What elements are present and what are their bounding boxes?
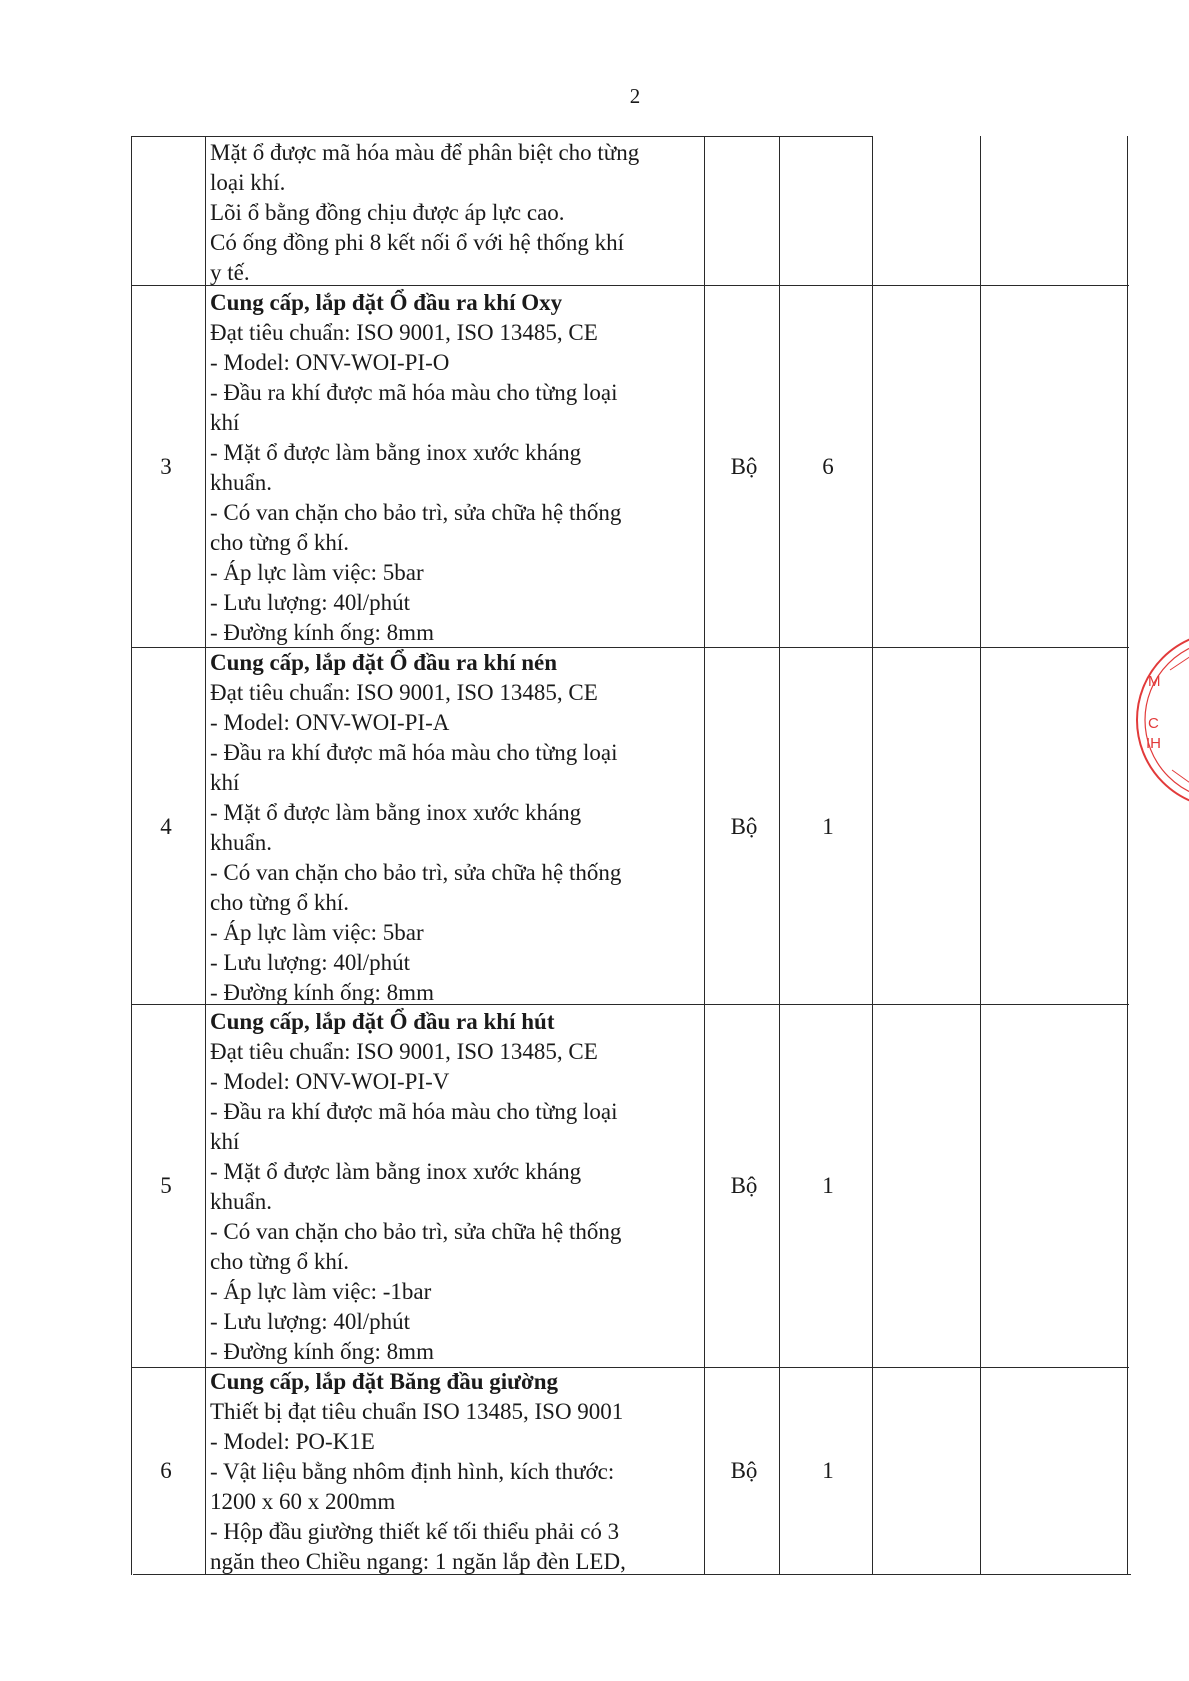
- description-line: - Model: ONV-WOI-PI-O: [210, 350, 450, 375]
- description-line: - Đầu ra khí được mã hóa màu cho từng loại: [210, 380, 618, 405]
- item-quantity: 1: [822, 1458, 834, 1483]
- description-line: khí: [210, 1129, 240, 1154]
- item-unit: Bộ: [730, 1458, 758, 1483]
- description-line: - Áp lực làm việc: 5bar: [210, 560, 424, 585]
- description-line: ngăn theo Chiều ngang: 1 ngăn lắp đèn LED,: [210, 1549, 626, 1574]
- description-line: - Áp lực làm việc: 5bar: [210, 920, 424, 945]
- description-line: Đạt tiêu chuẩn: ISO 9001, ISO 13485, CE: [210, 320, 598, 345]
- description-line: - Có van chặn cho bảo trì, sửa chữa hệ thống: [210, 500, 622, 525]
- column-divider: [205, 136, 206, 1575]
- description-line: - Đầu ra khí được mã hóa màu cho từng loại: [210, 1099, 618, 1124]
- item-quantity: 1: [822, 1173, 834, 1198]
- column-divider: [704, 136, 705, 1575]
- description-line: khuẩn.: [210, 470, 272, 495]
- item-quantity: 1: [822, 814, 834, 839]
- description-line: - Lưu lượng: 40l/phút: [210, 590, 411, 615]
- description-line: khuẩn.: [210, 830, 272, 855]
- row-description: [210, 1367, 700, 1577]
- item-number: 6: [160, 1458, 172, 1483]
- description-line: cho từng ổ khí.: [210, 1249, 349, 1274]
- description-line: loại khí.: [210, 170, 286, 195]
- description-line: Đạt tiêu chuẩn: ISO 9001, ISO 13485, CE: [210, 680, 598, 705]
- item-unit: Bộ: [730, 1173, 758, 1198]
- red-stamp-seal: [1130, 630, 1189, 810]
- description-line: khí: [210, 410, 240, 435]
- column-divider: [980, 136, 981, 1575]
- description-line: - Mặt ổ được làm bằng inox xước kháng: [210, 800, 582, 825]
- stamp-text: M: [1148, 673, 1161, 690]
- description-line: - Có van chặn cho bảo trì, sửa chữa hệ thống: [210, 1219, 622, 1244]
- item-unit: Bộ: [730, 454, 758, 479]
- description-line: - Lưu lượng: 40l/phút: [210, 950, 411, 975]
- item-unit: Bộ: [730, 814, 758, 839]
- description-line: y tế.: [210, 260, 250, 285]
- table-border-left: [131, 136, 132, 1575]
- row-description: [210, 288, 700, 648]
- description-line: - Model: PO-K1E: [210, 1429, 375, 1454]
- row-description: [210, 1007, 700, 1367]
- item-quantity: 6: [822, 454, 834, 479]
- description-line: - Mặt ổ được làm bằng inox xước kháng: [210, 440, 582, 465]
- description-line: Có ống đồng phi 8 kết nối ổ với hệ thống khí: [210, 230, 625, 255]
- item-number: 5: [160, 1173, 172, 1198]
- description-line: Lõi ổ bằng đồng chịu được áp lực cao.: [210, 200, 565, 225]
- description-line: cho từng ổ khí.: [210, 530, 349, 555]
- description-line: - Đường kính ống: 8mm: [210, 620, 434, 645]
- description-line: - Hộp đầu giường thiết kế tối thiểu phải có 3: [210, 1519, 620, 1544]
- description-line: - Vật liệu bằng nhôm định hình, kích thước:: [210, 1459, 615, 1484]
- description-line: Đạt tiêu chuẩn: ISO 9001, ISO 13485, CE: [210, 1039, 598, 1064]
- description-line: - Có van chặn cho bảo trì, sửa chữa hệ thống: [210, 860, 622, 885]
- description-line: - Áp lực làm việc: -1bar: [210, 1279, 432, 1304]
- row-description: [210, 648, 700, 1008]
- item-title: Cung cấp, lắp đặt Ổ đầu ra khí hút: [210, 1009, 555, 1034]
- column-divider: [779, 136, 780, 1575]
- item-number: 4: [160, 814, 172, 839]
- page-number: 2: [629, 84, 641, 108]
- description-line: cho từng ổ khí.: [210, 890, 349, 915]
- description-line: - Đường kính ống: 8mm: [210, 1339, 434, 1364]
- stamp-text: C: [1148, 715, 1159, 732]
- description-line: Thiết bị đạt tiêu chuẩn ISO 13485, ISO 9001: [210, 1399, 624, 1424]
- column-divider: [872, 136, 873, 1575]
- item-number: 3: [160, 454, 172, 479]
- stamp-text: IH: [1146, 735, 1161, 752]
- description-line: - Model: ONV-WOI-PI-A: [210, 710, 450, 735]
- row-description: [210, 138, 700, 288]
- item-title: Cung cấp, lắp đặt Ổ đầu ra khí Oxy: [210, 290, 563, 315]
- description-line: khí: [210, 770, 240, 795]
- description-line: khuẩn.: [210, 1189, 272, 1214]
- item-title: Cung cấp, lắp đặt Ổ đầu ra khí nén: [210, 650, 558, 675]
- description-line: 1200 x 60 x 200mm: [210, 1489, 396, 1514]
- description-line: - Mặt ổ được làm bằng inox xước kháng: [210, 1159, 582, 1184]
- description-line: - Đường kính ống: 8mm: [210, 980, 434, 1005]
- description-line: Mặt ổ được mã hóa màu để phân biệt cho từng: [210, 140, 640, 165]
- item-title: Cung cấp, lắp đặt Băng đầu giường: [210, 1369, 559, 1394]
- description-line: - Lưu lượng: 40l/phút: [210, 1309, 411, 1334]
- table-border-right: [1127, 136, 1128, 1575]
- description-line: - Đầu ra khí được mã hóa màu cho từng loại: [210, 740, 618, 765]
- description-line: - Model: ONV-WOI-PI-V: [210, 1069, 450, 1094]
